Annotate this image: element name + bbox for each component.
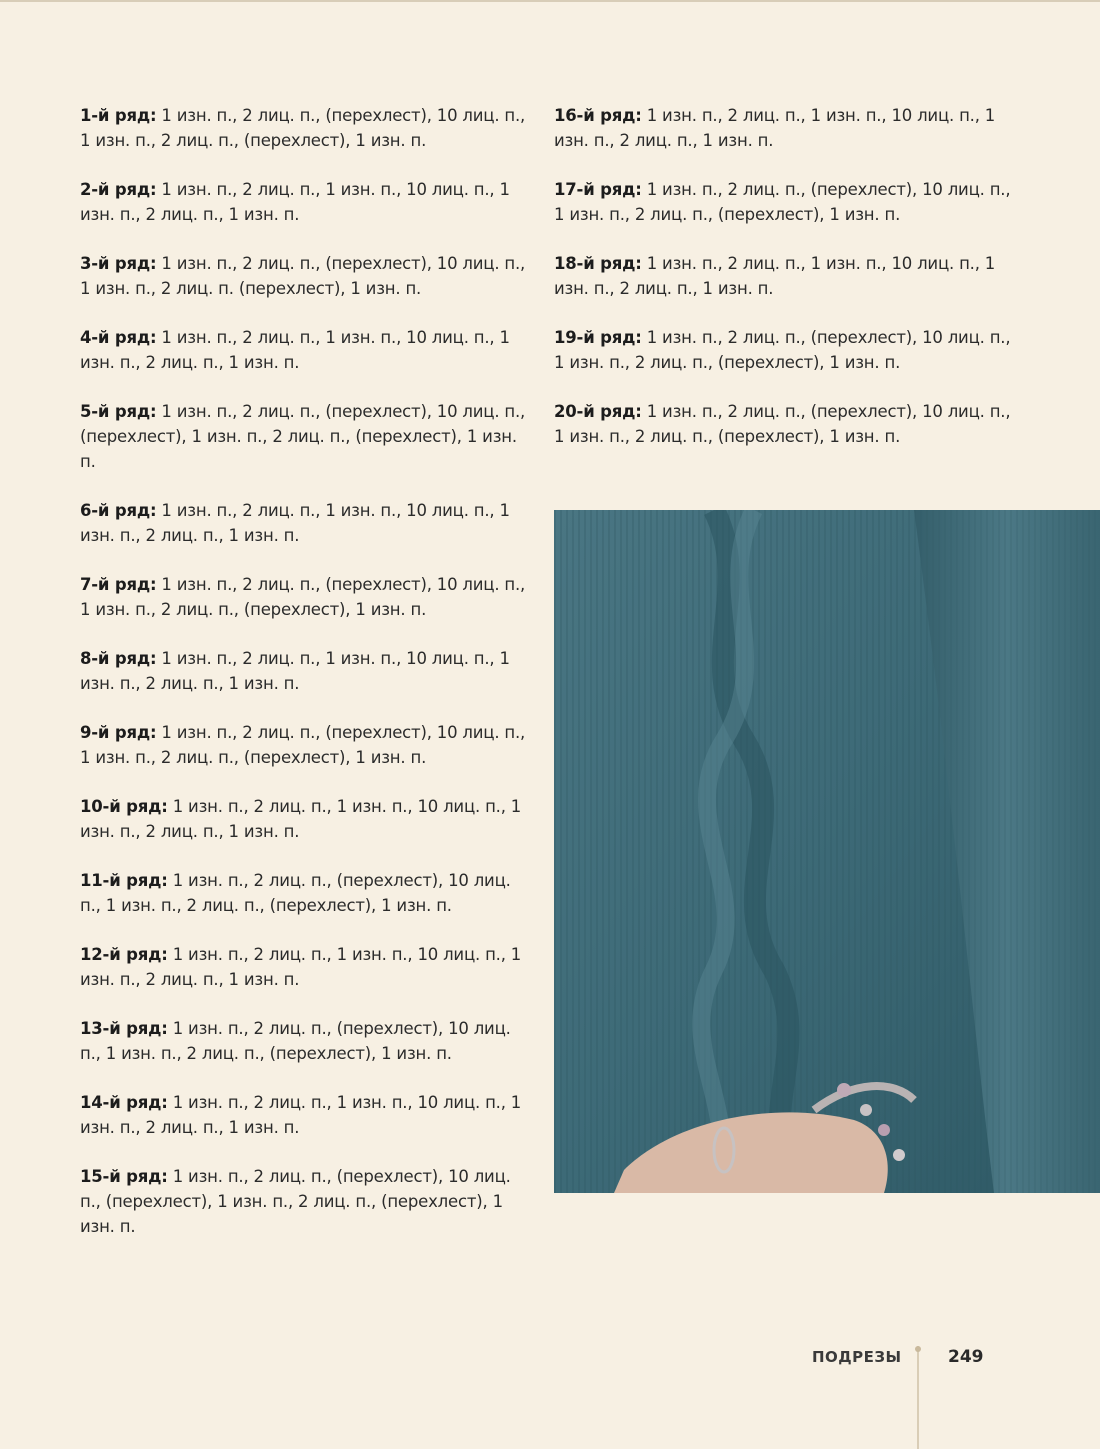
row-instruction [80,720,530,770]
left-column [80,103,530,1263]
row-label: 11-й ряд: [80,871,168,890]
row-text: 1 изн. п., 2 лиц. п., (перехлест), 10 лиц. п., 1 изн. п., 2 лиц. п., (перехлест), 1 изн. п. [554,180,1011,224]
row-label: 1-й ряд: [80,106,157,125]
footer-divider [917,1346,919,1449]
row-instruction [80,572,530,622]
row-text: 1 изн. п., 2 лиц. п., (перехлест), 10 лиц. п., 1 изн. п., 2 лиц. п., (перехлест), 1 изн. п. [80,575,526,619]
row-instruction [554,399,1024,449]
row-instruction [554,325,1024,375]
row-label: 3-й ряд: [80,254,157,273]
row-label: 17-й ряд: [554,180,642,199]
row-label: 7-й ряд: [80,575,157,594]
row-instruction [80,399,530,474]
row-text: 1 изн. п., 2 лиц. п., 1 изн. п., 10 лиц. п., 1 изн. п., 2 лиц. п., 1 изн. п. [80,180,510,224]
row-text: 1 изн. п., 2 лиц. п., (перехлест), 10 лиц. п., 1 изн. п., 2 лиц. п., (перехлест), 1 изн. п. [554,328,1011,372]
row-instruction [80,251,530,301]
row-label: 8-й ряд: [80,649,157,668]
row-instruction [554,251,1024,301]
row-instruction [554,177,1024,227]
row-text: 1 изн. п., 2 лиц. п., (перехлест), 10 лиц. п., 1 изн. п., 2 лиц. п. (перехлест), 1 изн. п. [80,254,526,298]
row-label: 5-й ряд: [80,402,157,421]
row-instruction [80,942,530,992]
row-text: 1 изн. п., 2 лиц. п., 1 изн. п., 10 лиц. п., 1 изн. п., 2 лиц. п., 1 изн. п. [80,649,510,693]
row-label: 19-й ряд: [554,328,642,347]
row-text: 1 изн. п., 2 лиц. п., (перехлест), 10 лиц. п., 1 изн. п., 2 лиц. п., (перехлест), 1 изн. п. [80,106,526,150]
row-text: 1 изн. п., 2 лиц. п., 1 изн. п., 10 лиц. п., 1 изн. п., 2 лиц. п., 1 изн. п. [80,1093,522,1137]
footer-dot [915,1346,921,1352]
right-column [554,103,1024,473]
row-instruction [80,1164,530,1239]
row-instruction [80,1016,530,1066]
row-instruction [554,103,1024,153]
row-label: 14-й ряд: [80,1093,168,1112]
row-instruction [80,498,530,548]
row-label: 13-й ряд: [80,1019,168,1038]
row-label: 4-й ряд: [80,328,157,347]
row-text: 1 изн. п., 2 лиц. п., 1 изн. п., 10 лиц. п., 1 изн. п., 2 лиц. п., 1 изн. п. [554,106,996,150]
page-number: 249 [948,1347,984,1367]
row-text: 1 изн. п., 2 лиц. п., 1 изн. п., 10 лиц. п., 1 изн. п., 2 лиц. п., 1 изн. п. [554,254,996,298]
row-instruction [80,646,530,696]
row-text: 1 изн. п., 2 лиц. п., (перехлест), 10 лиц. п., (перехлест), 1 изн. п., 2 лиц. п., (перехлест), 1 изн. п. [80,402,526,471]
sweater-illustration [554,510,1100,1193]
row-label: 6-й ряд: [80,501,157,520]
row-instruction [80,177,530,227]
row-label: 12-й ряд: [80,945,168,964]
row-text: 1 изн. п., 2 лиц. п., 1 изн. п., 10 лиц. п., 1 изн. п., 2 лиц. п., 1 изн. п. [80,501,510,545]
row-label: 10-й ряд: [80,797,168,816]
row-instruction [80,103,530,153]
row-text: 1 изн. п., 2 лиц. п., 1 изн. п., 10 лиц. п., 1 изн. п., 2 лиц. п., 1 изн. п. [80,797,522,841]
row-label: 2-й ряд: [80,180,157,199]
row-instruction [80,325,530,375]
row-text: 1 изн. п., 2 лиц. п., 1 изн. п., 10 лиц. п., 1 изн. п., 2 лиц. п., 1 изн. п. [80,328,510,372]
row-text: 1 изн. п., 2 лиц. п., (перехлест), 10 лиц. п., 1 изн. п., 2 лиц. п., (перехлест), 1 изн. п. [80,871,511,915]
row-text: 1 изн. п., 2 лиц. п., (перехлест), 10 лиц. п., 1 изн. п., 2 лиц. п., (перехлест), 1 изн. п. [80,723,526,767]
row-instruction [80,1090,530,1140]
row-label: 9-й ряд: [80,723,157,742]
row-instruction [80,868,530,918]
row-instruction [80,794,530,844]
row-text: 1 изн. п., 2 лиц. п., (перехлест), 10 лиц. п., 1 изн. п., 2 лиц. п., (перехлест), 1 изн. п. [554,402,1011,446]
row-label: 16-й ряд: [554,106,642,125]
row-label: 20-й ряд: [554,402,642,421]
row-text: 1 изн. п., 2 лиц. п., (перехлест), 10 лиц. п., 1 изн. п., 2 лиц. п., (перехлест), 1 изн. п. [80,1019,511,1063]
top-rule [0,0,1100,2]
row-label: 18-й ряд: [554,254,642,273]
sweater-photo [554,510,1100,1193]
row-text: 1 изн. п., 2 лиц. п., (перехлест), 10 лиц. п., (перехлест), 1 изн. п., 2 лиц. п., (перехлест), 1 изн. п. [80,1167,511,1236]
section-name: ПОДРЕЗЫ [812,1348,902,1366]
row-text: 1 изн. п., 2 лиц. п., 1 изн. п., 10 лиц. п., 1 изн. п., 2 лиц. п., 1 изн. п. [80,945,522,989]
row-label: 15-й ряд: [80,1167,168,1186]
